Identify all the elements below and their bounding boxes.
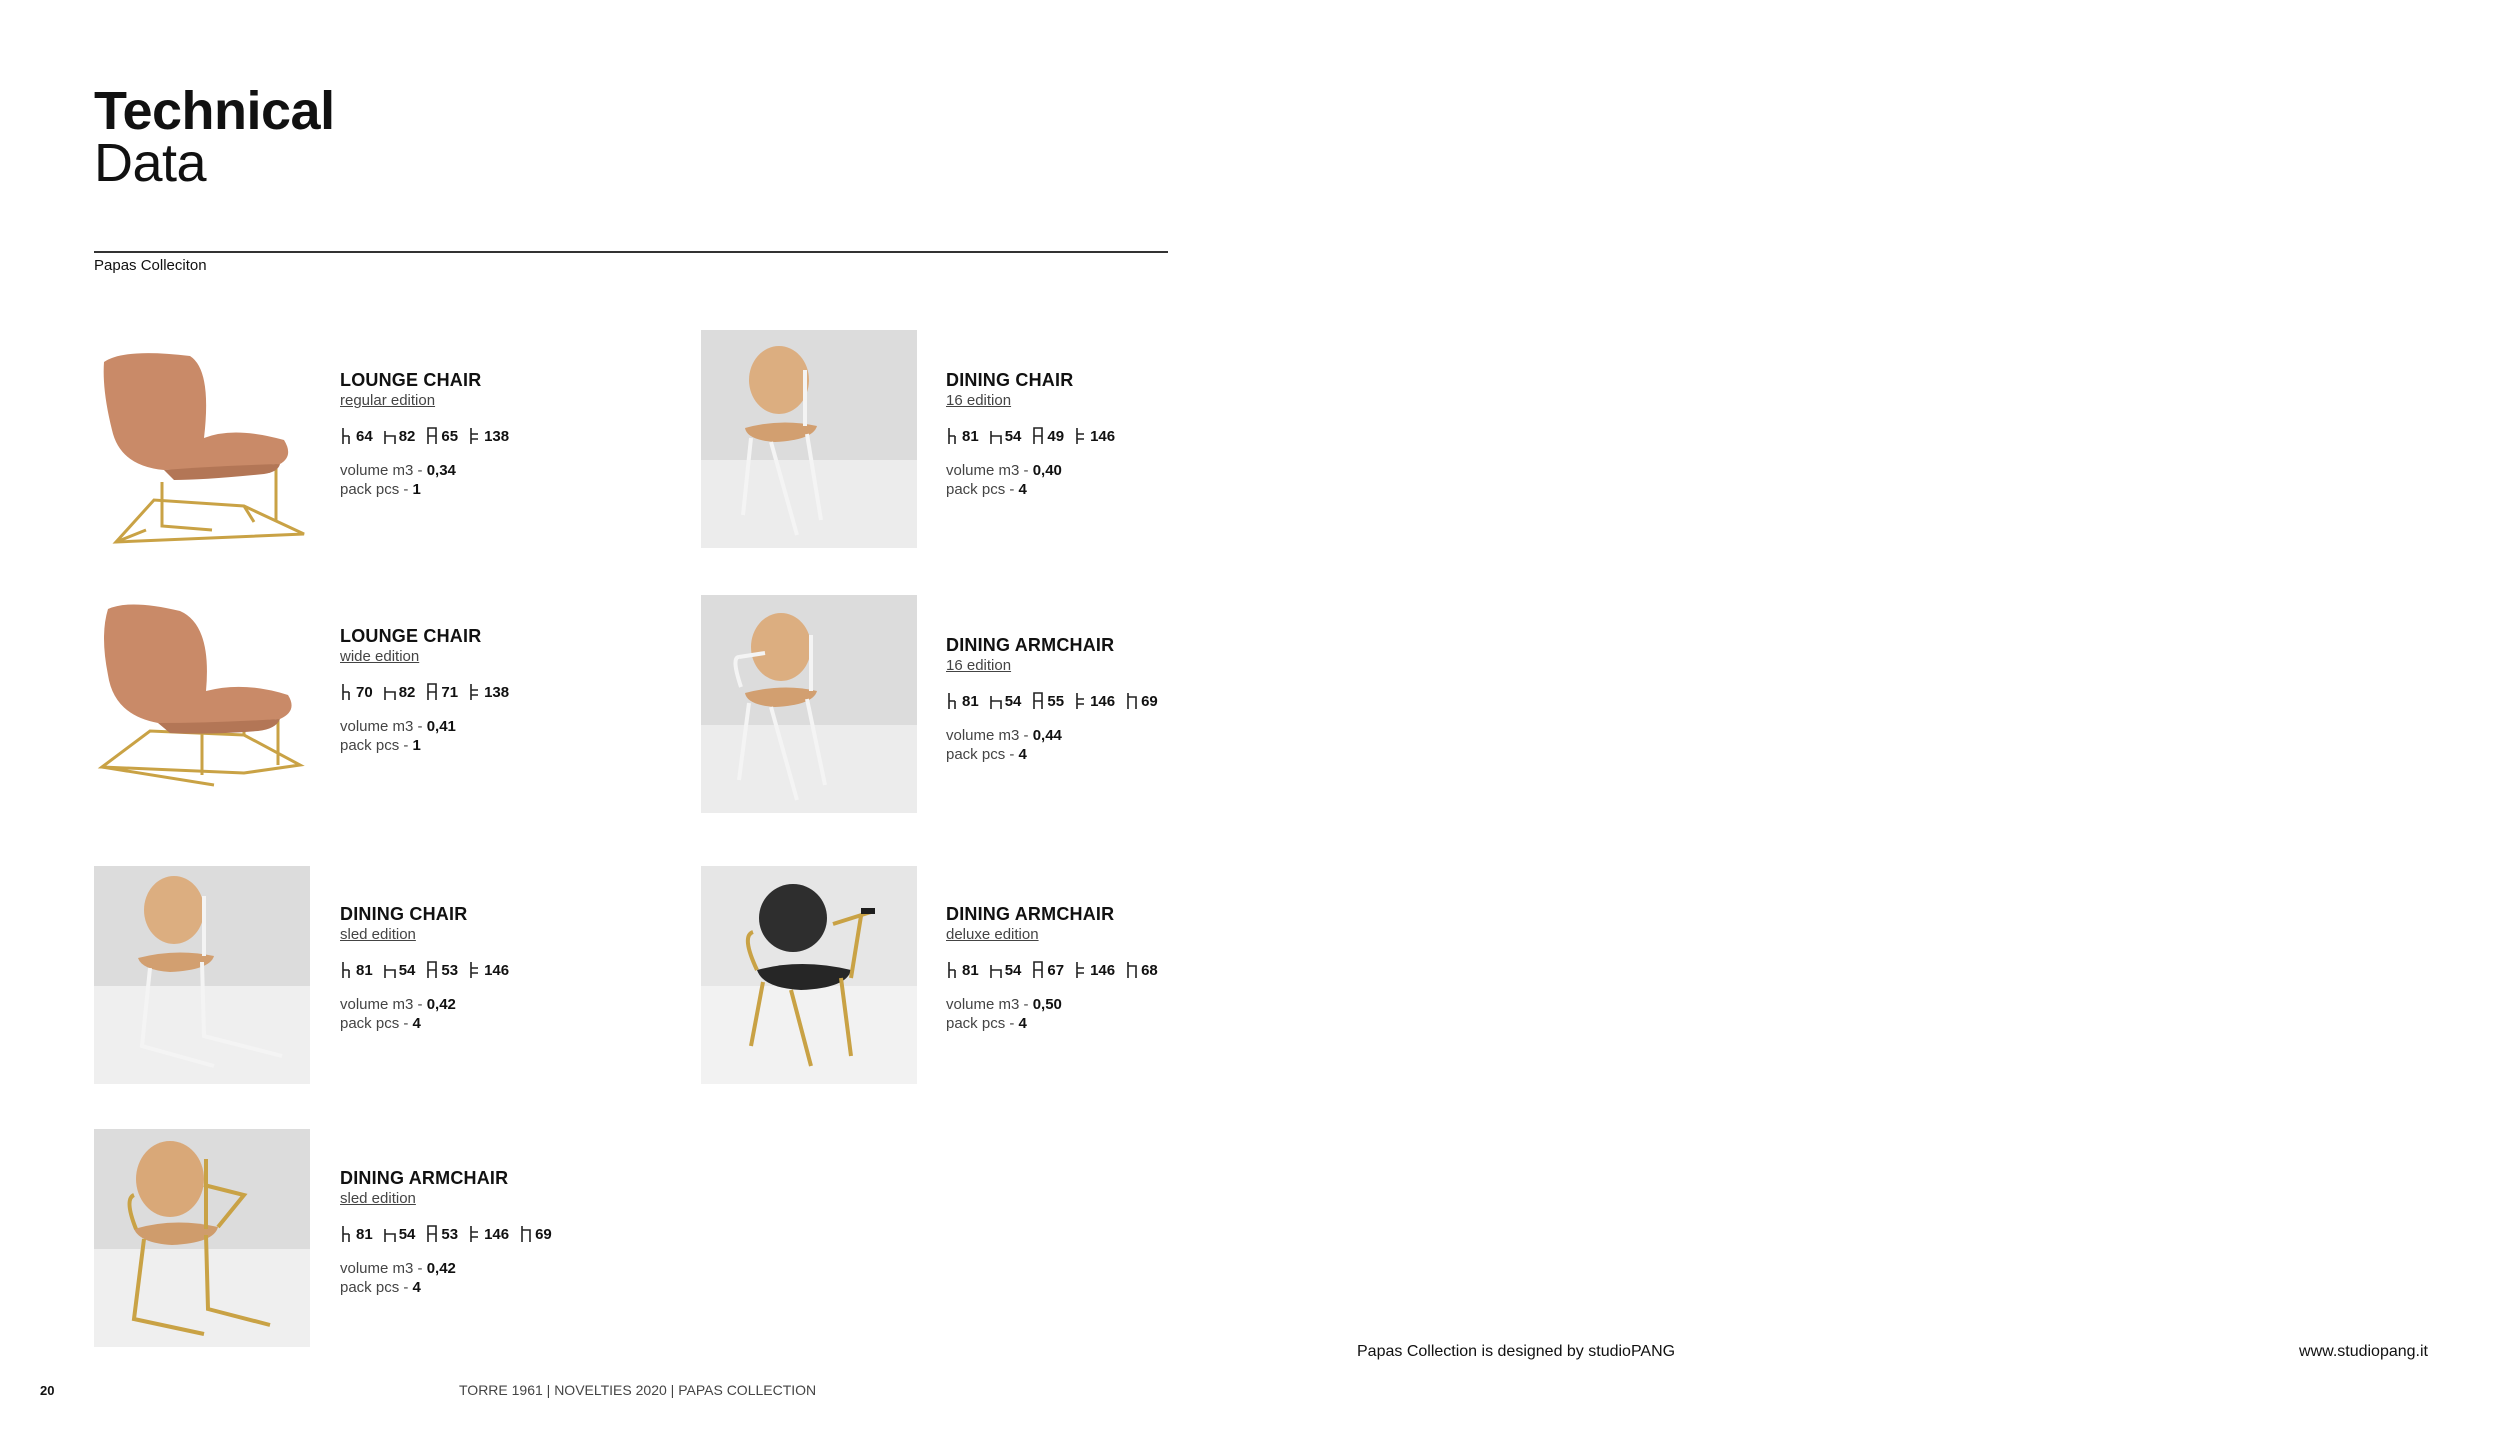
dimension-width-value: 54 [1004,428,1022,445]
dimension-depth-value: 65 [441,428,459,445]
dimension-arm-height [1125,692,1158,710]
product-info [946,904,1246,1033]
depth-icon [425,683,439,701]
depth-icon [425,1225,439,1243]
volume-value: 0,44 [1032,727,1062,744]
pack-value: 1 [412,737,421,754]
dimension-height [340,427,373,445]
pack-value: 4 [1018,746,1027,763]
pack-label: pack pcs - [340,737,413,754]
pack-value: 4 [1018,481,1027,498]
width-icon [989,427,1003,445]
height-icon [946,427,960,445]
stack-height-icon [468,683,482,701]
product-name: DINING ARMCHAIR [946,904,1115,924]
volume-label: volume m3 - [946,727,1033,744]
dimension-depth [425,1225,458,1243]
product-image-dining-chair-16 [701,330,917,548]
volume-label: volume m3 - [340,1260,427,1277]
depth-icon [1031,961,1045,979]
dimension-height-value: 81 [356,1226,373,1243]
dimension-depth-value: 53 [441,1226,459,1243]
pack-label: pack pcs - [340,1015,413,1032]
depth-icon [425,961,439,979]
page-number: 20 [40,1383,55,1398]
dimension-depth [1031,961,1064,979]
dimension-stack-value: 146 [1090,962,1116,979]
dimension-stack-value: 138 [484,684,510,701]
arm-height-icon [1125,961,1139,979]
product-name: DINING ARMCHAIR [340,1168,509,1188]
dimension-stack [468,1225,509,1243]
stack-height-icon [1074,692,1088,710]
dimension-height-value: 81 [356,962,373,979]
stack-height-icon [468,427,482,445]
dimension-row [340,961,640,979]
height-icon [340,683,354,701]
divider [94,251,1168,253]
stack-height-icon [468,961,482,979]
dimension-arm-height-value: 69 [1141,693,1158,710]
product-name: DINING ARMCHAIR [946,635,1115,655]
dimension-depth [425,961,458,979]
height-icon [340,961,354,979]
dimension-row [340,427,640,445]
width-icon [383,1225,397,1243]
dimension-arm-height [519,1225,552,1243]
dimension-height-value: 81 [962,428,979,445]
dimension-arm-height [1125,961,1158,979]
dimension-width-value: 54 [1004,962,1022,979]
dimension-depth-value: 71 [441,684,459,701]
pack-value: 1 [412,481,421,498]
dimension-height [946,961,979,979]
dimension-width [383,961,416,979]
width-icon [989,961,1003,979]
dimension-height-value: 81 [962,693,979,710]
product-name: LOUNGE CHAIR [340,370,482,390]
product-info [340,626,640,755]
product-edition-link[interactable]: regular edition [340,392,436,409]
pack-label: pack pcs - [946,481,1019,498]
stack-height-icon [468,1225,482,1243]
dimension-width [989,427,1022,445]
dimension-width-value: 54 [398,962,416,979]
collection-label: Papas Colleciton [94,257,207,274]
dimension-depth-value: 67 [1047,962,1065,979]
volume-value: 0,34 [426,462,456,479]
dimension-stack [468,683,509,701]
dimension-stack [1074,961,1115,979]
product-name: DINING CHAIR [946,370,1074,390]
product-image-lounge-regular [94,330,310,548]
dimension-stack [468,961,509,979]
width-icon [383,961,397,979]
product-meta [946,461,1246,499]
footer-website-link[interactable]: www.studiopang.it [2299,1343,2428,1360]
product-image-dining-armchair-deluxe [701,866,917,1084]
dimension-row [946,427,1246,445]
dimension-row [340,683,640,701]
dimension-row [340,1225,640,1243]
arm-height-icon [519,1225,533,1243]
product-image-dining-armchair-16 [701,595,917,813]
product-info [946,370,1246,499]
product-edition-link[interactable]: sled edition [340,926,416,943]
dimension-height [946,427,979,445]
dimension-row [946,961,1246,979]
width-icon [383,427,397,445]
dimension-stack-value: 138 [484,428,510,445]
dimension-stack-value: 146 [484,1226,510,1243]
volume-label: volume m3 - [946,462,1033,479]
product-info [340,904,640,1033]
dimension-height-value: 70 [356,684,373,701]
dimension-stack [1074,692,1115,710]
pack-label: pack pcs - [340,1279,413,1296]
product-info [340,1168,640,1297]
dimension-height [946,692,979,710]
depth-icon [425,427,439,445]
dimension-height-value: 64 [356,428,373,445]
footer-designer-credit: Papas Collection is designed by studioPANG [1357,1343,1676,1360]
volume-label: volume m3 - [340,996,427,1013]
page-title-line2: Data [94,133,207,193]
product-name: DINING CHAIR [340,904,468,924]
product-edition-link[interactable]: sled edition [340,1190,416,1207]
volume-label: volume m3 - [340,718,427,735]
product-meta [340,995,640,1033]
dimension-stack-value: 146 [1090,428,1116,445]
pack-value: 4 [1018,1015,1027,1032]
dimension-width [383,427,416,445]
dimension-width [989,692,1022,710]
product-meta [946,726,1246,764]
height-icon [340,1225,354,1243]
product-info [946,635,1246,764]
product-image-dining-armchair-sled [94,1129,310,1347]
dimension-depth [1031,692,1064,710]
stack-height-icon [1074,961,1088,979]
volume-label: volume m3 - [340,462,427,479]
product-image-lounge-wide [94,595,310,813]
product-meta [340,461,640,499]
dimension-height [340,961,373,979]
depth-icon [1031,427,1045,445]
dimension-arm-height-value: 68 [1141,962,1158,979]
product-meta [946,995,1246,1033]
width-icon [383,683,397,701]
arm-height-icon [1125,692,1139,710]
dimension-depth-value: 53 [441,962,459,979]
height-icon [946,692,960,710]
dimension-width-value: 82 [398,684,416,701]
dimension-width [383,683,416,701]
volume-value: 0,50 [1032,996,1062,1013]
product-name: LOUNGE CHAIR [340,626,482,646]
volume-value: 0,42 [426,1260,456,1277]
dimension-depth [1031,427,1064,445]
pack-label: pack pcs - [946,1015,1019,1032]
dimension-stack-value: 146 [484,962,510,979]
product-edition-link[interactable]: wide edition [340,648,420,665]
volume-value: 0,42 [426,996,456,1013]
dimension-stack [468,427,509,445]
dimension-row [946,692,1246,710]
product-edition-link[interactable]: deluxe edition [946,926,1039,943]
volume-value: 0,40 [1032,462,1062,479]
dimension-stack [1074,427,1115,445]
dimension-arm-height-value: 69 [535,1226,552,1243]
page-title [94,81,335,193]
height-icon [946,961,960,979]
height-icon [340,427,354,445]
dimension-height-value: 81 [962,962,979,979]
volume-value: 0,41 [426,718,456,735]
product-edition-link[interactable]: 16 edition [946,657,1012,674]
product-meta [340,717,640,755]
pack-label: pack pcs - [340,481,413,498]
product-edition-link[interactable]: 16 edition [946,392,1012,409]
depth-icon [1031,692,1045,710]
product-info [340,370,640,499]
pack-value: 4 [412,1015,421,1032]
dimension-height [340,1225,373,1243]
dimension-depth-value: 49 [1047,428,1065,445]
dimension-height [340,683,373,701]
dimension-width-value: 54 [1004,693,1022,710]
dimension-width [383,1225,416,1243]
dimension-stack-value: 146 [1090,693,1116,710]
pack-label: pack pcs - [946,746,1019,763]
product-meta [340,1259,640,1297]
page-title-line1: Technical [94,81,335,141]
dimension-depth-value: 55 [1047,693,1065,710]
dimension-width-value: 82 [398,428,416,445]
product-image-dining-chair-sled [94,866,310,1084]
pack-value: 4 [412,1279,421,1296]
stack-height-icon [1074,427,1088,445]
width-icon [989,692,1003,710]
footer-publication: TORRE 1961 | NOVELTIES 2020 | PAPAS COLLECTION [459,1382,817,1398]
volume-label: volume m3 - [946,996,1033,1013]
dimension-depth [425,427,458,445]
dimension-width-value: 54 [398,1226,416,1243]
dimension-width [989,961,1022,979]
dimension-depth [425,683,458,701]
